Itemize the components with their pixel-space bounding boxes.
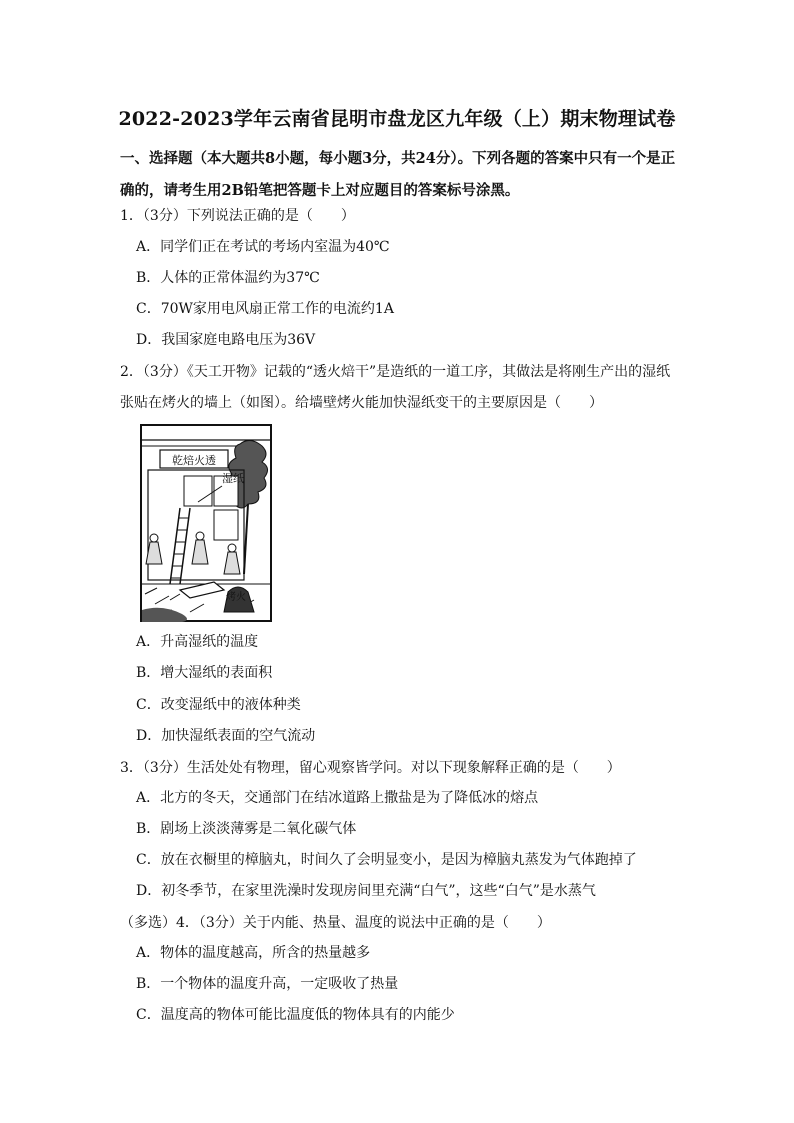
question-2-option-c: C．改变湿纸中的液体种类 (136, 697, 301, 713)
question-4-stem: （多选）4．（3分）关于内能、热量、温度的说法中正确的是（ ） (120, 915, 551, 931)
question-1-option-b: B．人体的正常体温约为37℃ (136, 270, 320, 286)
question-3-option-d: D．初冬季节，在家里洗澡时发现房间里充满“白气”，这些“白气”是水蒸气 (136, 883, 596, 899)
question-1-stem: 1．（3分）下列说法正确的是（ ） (120, 208, 355, 224)
plaque-text: 乾焙火透 (172, 454, 216, 467)
question-3-option-b: B．剧场上淡淡薄雾是二氧化碳气体 (136, 821, 357, 837)
question-1-option-a: A．同学们正在考试的考场内室温为40℃ (136, 239, 390, 255)
question-2-option-a: A．升高湿纸的温度 (136, 634, 259, 650)
page-title: 2022-2023学年云南省昆明市盘龙区九年级（上）期末物理试卷 (118, 108, 676, 130)
question-2-option-b: B．增大湿纸的表面积 (136, 665, 273, 681)
question-1-option-d: D．我国家庭电路电压为36V (136, 332, 316, 348)
question-4-option-c: C．温度高的物体可能比温度低的物体具有的内能少 (136, 1007, 455, 1023)
question-3-option-a: A．北方的冬天，交通部门在结冰道路上撒盐是为了降低冰的熔点 (136, 790, 539, 806)
question-2-stem: 2．（3分）《天工开物》记载的“透火焙干”是造纸的一道工序，其做法是将刚生产出的湿纸张贴在烤火的墙上（如图）。给墙壁烤火能加快湿纸变干的主要原因是（ ） (120, 364, 671, 411)
question-4-option-a: A．物体的温度越高，所含的热量越多 (136, 945, 371, 961)
label-wet-paper: 湿纸 (222, 472, 244, 485)
papermaking-illustration (140, 424, 272, 622)
question-4-option-b: B．一个物体的温度升高，一定吸收了热量 (136, 976, 399, 992)
question-2-option-d: D．加快湿纸表面的空气流动 (136, 728, 316, 744)
question-3-stem: 3．（3分）生活处处有物理，留心观察皆学问。对以下现象解释正确的是（ ） (120, 760, 621, 776)
question-3-option-c: C．放在衣橱里的樟脑丸，时间久了会明显变小，是因为樟脑丸蒸发为气体跑掉了 (136, 852, 637, 868)
question-1-option-c: C．70W家用电风扇正常工作的电流约1A (136, 301, 394, 317)
section-heading: 一、选择题（本大题共8小题，每小题3分，共24分）。下列各题的答案中只有一个是正确的，请考生用2B铅笔把答题卡上对应题目的答案标号涂黑。 (120, 150, 676, 199)
label-fire: 烤火 (226, 592, 246, 603)
